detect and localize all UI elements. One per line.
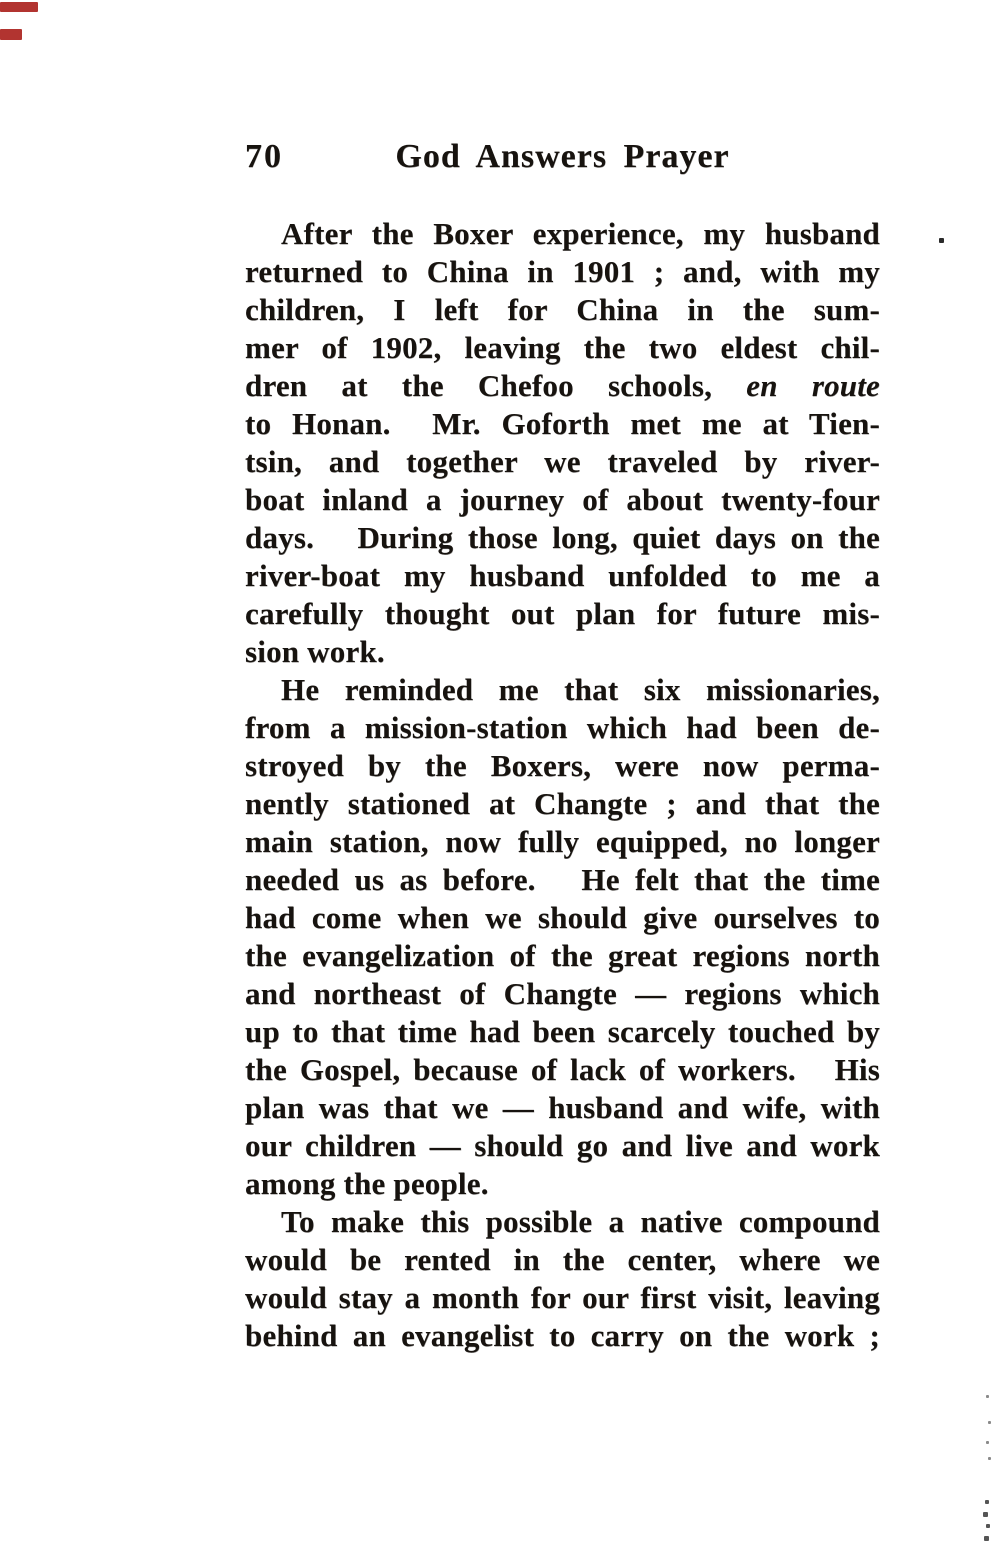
text-line: would stay a month for our first visit, leaving — [245, 1280, 880, 1315]
scan-speck — [984, 1536, 989, 1541]
red-edge-mark — [0, 29, 22, 40]
body-text — [245, 215, 880, 1355]
text-line: After the Boxer experience, my husband — [281, 216, 880, 251]
paragraph — [245, 671, 880, 1203]
text-line: would be rented in the center, where we — [245, 1242, 880, 1277]
text-line: had come when we should give ourselves to — [245, 900, 880, 935]
scan-speck — [985, 1500, 989, 1504]
text-line: plan was that we — husband and wife, with — [245, 1090, 880, 1125]
scan-speck — [986, 1441, 989, 1444]
text-line: carefully thought out plan for future mis- — [245, 596, 880, 631]
text-line: from a mission-station which had been de- — [245, 710, 880, 745]
text-line: and northeast of Changte — regions which — [245, 976, 880, 1011]
scan-speck — [983, 1512, 988, 1517]
scan-speck — [939, 238, 944, 243]
text-line: He reminded me that six missionaries, — [281, 672, 880, 707]
text-line: behind an evangelist to carry on the work ; — [245, 1318, 880, 1353]
text-line: river-boat my husband unfolded to me a — [245, 558, 880, 593]
text-line: needed us as before. He felt that the time — [245, 862, 880, 897]
scan-speck — [988, 1457, 991, 1460]
text-line: mer of 1902, leaving the two eldest chil- — [245, 330, 880, 365]
text-line: boat inland a journey of about twenty-four — [245, 482, 880, 517]
text-line: returned to China in 1901 ; and, with my — [245, 254, 880, 289]
text-line: up to that time had been scarcely touched by — [245, 1014, 880, 1049]
text-line: our children — should go and live and work — [245, 1128, 880, 1163]
italic-text: en route — [746, 368, 880, 403]
scan-speck — [986, 1524, 990, 1528]
text-line: To make this possible a native compound — [281, 1204, 880, 1239]
text-line: sion work. — [245, 634, 385, 669]
text-line: days. During those long, quiet days on the — [245, 520, 880, 555]
text-line: main station, now fully equipped, no longer — [245, 824, 880, 859]
text-line: tsin, and together we traveled by river- — [245, 444, 880, 479]
paragraph — [245, 1203, 880, 1355]
scan-speck — [988, 1421, 991, 1424]
text-line: children, I left for China in the sum- — [245, 292, 880, 327]
text-line: stroyed by the Boxers, were now perma- — [245, 748, 880, 783]
text-line: the evangelization of the great regions north — [245, 938, 880, 973]
running-head-title: God Answers Prayer — [395, 138, 730, 175]
paragraph — [245, 215, 880, 671]
text-line: the Gospel, because of lack of workers. His — [245, 1052, 880, 1087]
scan-speck — [986, 1395, 989, 1398]
page-number: 70 — [245, 138, 283, 175]
text-block — [245, 135, 880, 1355]
text-line: nently stationed at Changte ; and that the — [245, 786, 880, 821]
text-line: among the people. — [245, 1166, 489, 1201]
text-line: to Honan. Mr. Goforth met me at Tien- — [245, 406, 880, 441]
text-line: dren at the Chefoo schools, en route — [245, 368, 880, 403]
page-header — [245, 135, 880, 179]
red-edge-mark — [0, 2, 38, 12]
